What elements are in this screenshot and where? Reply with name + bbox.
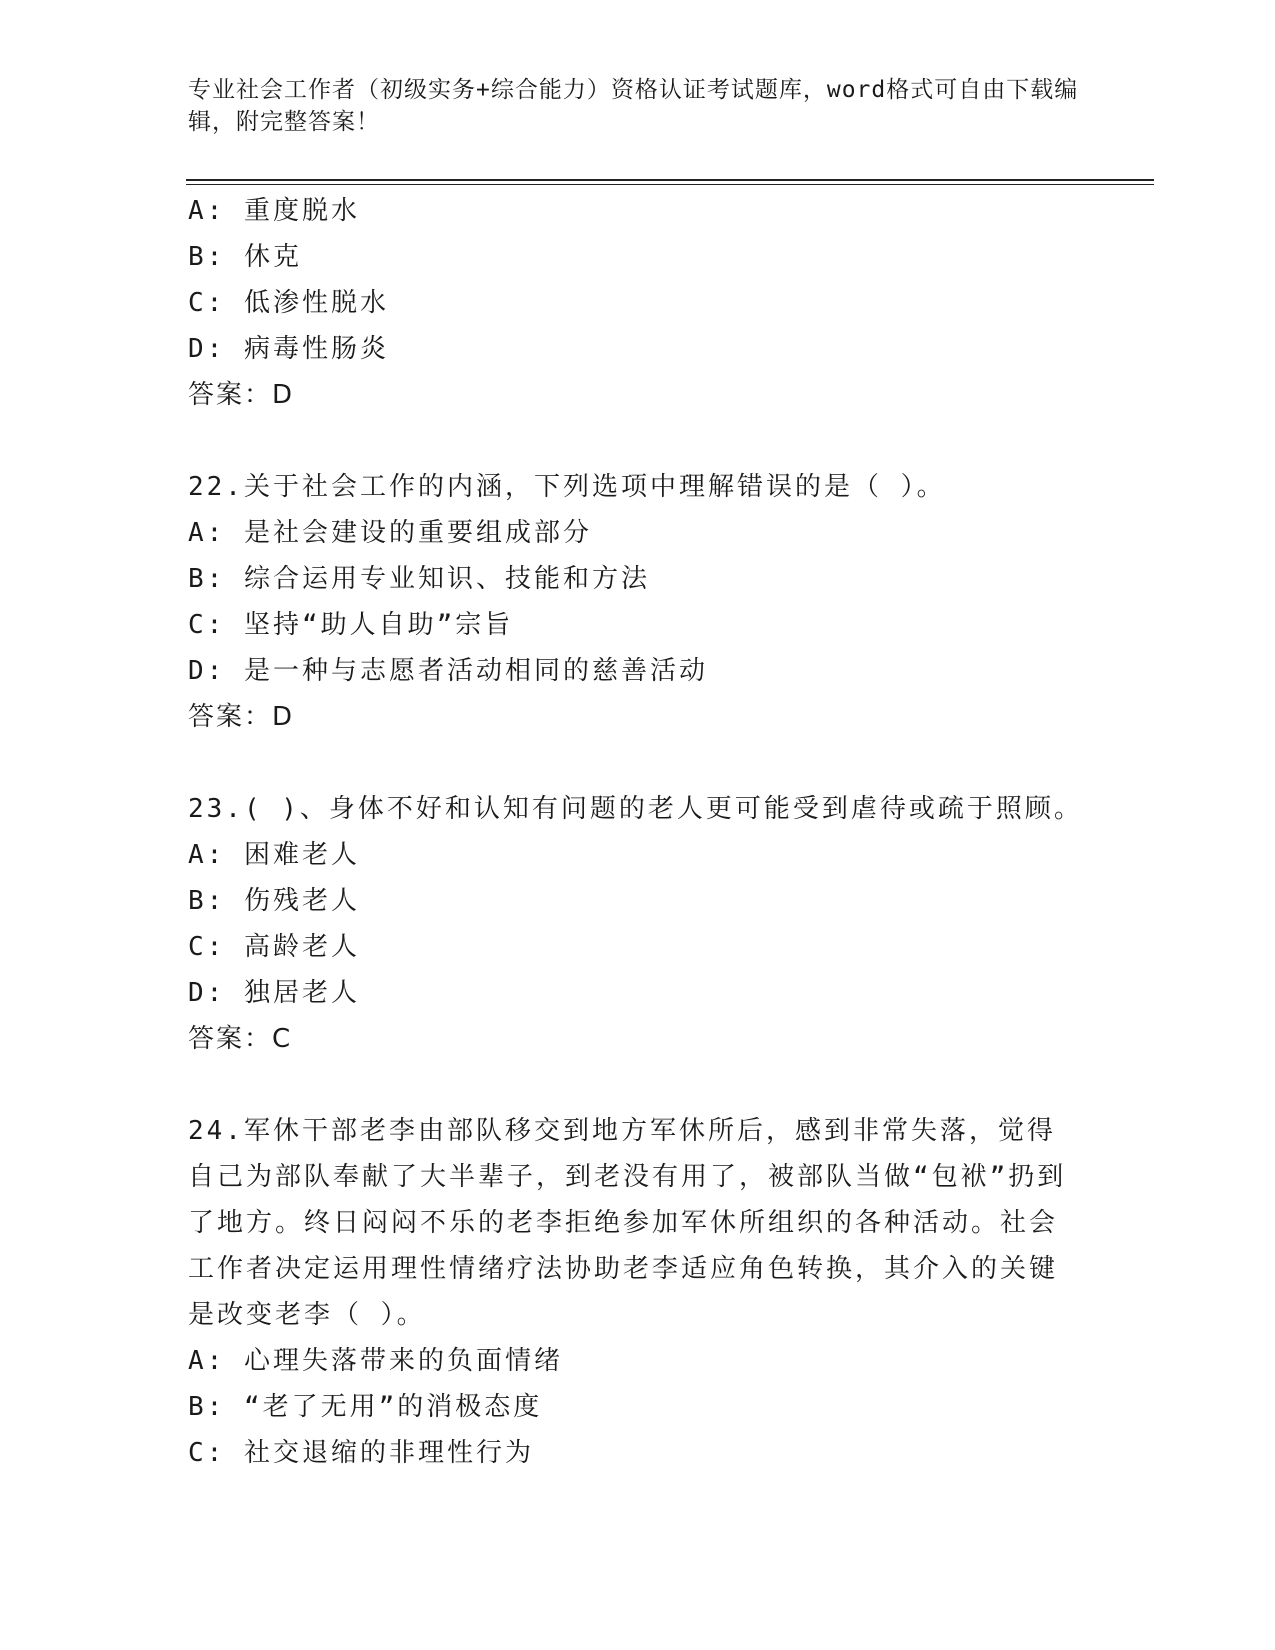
question-21	[188, 188, 1088, 418]
answer: 答案：D	[188, 702, 295, 732]
option-a: A: 是社会建设的重要组成部分	[188, 518, 592, 548]
option-b: B: 休克	[188, 242, 302, 272]
option-a: A: 重度脱水	[188, 196, 360, 226]
question-stem: 22.关于社会工作的内涵，下列选项中理解错误的是（ ）。	[188, 472, 946, 502]
option-d: D: 病毒性肠炎	[188, 334, 389, 364]
option-b: B: 伤残老人	[188, 886, 360, 916]
spacer	[188, 1062, 1088, 1108]
option-c: C: 低渗性脱水	[188, 288, 389, 318]
question-24	[188, 1108, 1088, 1476]
question-22	[188, 464, 1088, 740]
option-a: A: 困难老人	[188, 840, 360, 870]
spacer	[188, 418, 1088, 464]
page-header: 专业社会工作者（初级实务+综合能力）资格认证考试题库，word格式可自由下载编辑，附完整答案！	[188, 77, 1079, 135]
option-c: C: 高龄老人	[188, 932, 360, 962]
header-rule-thin	[186, 184, 1154, 185]
header-rule	[186, 179, 1154, 181]
option-b: B: 综合运用专业知识、技能和方法	[188, 564, 650, 594]
question-stem: 23.( )、身体不好和认知有问题的老人更可能受到虐待或疏于照顾。	[188, 794, 1083, 824]
question-stem: 24.军休干部老李由部队移交到地方军休所后，感到非常失落，觉得自己为部队奉献了大半辈子，到老没有用了，被部队当做“包袱”扔到了地方。终日闷闷不乐的老李拒绝参加军休所组织的各种活动。社会工作者决定运用理性情绪疗法协助老李适应角色转换，其介入的关键是改变老李（ ）。	[188, 1116, 1067, 1330]
answer: 答案：D	[188, 380, 295, 410]
option-d: D: 独居老人	[188, 978, 360, 1008]
option-a: A: 心理失落带来的负面情绪	[188, 1346, 563, 1376]
option-b: B: “老了无用”的消极态度	[188, 1392, 543, 1422]
answer: 答案：C	[188, 1024, 293, 1054]
option-d: D: 是一种与志愿者活动相同的慈善活动	[188, 656, 708, 686]
document-body	[188, 188, 1088, 1476]
question-23	[188, 786, 1088, 1062]
spacer	[188, 740, 1088, 786]
option-c: C: 坚持“助人自助”宗旨	[188, 610, 514, 640]
option-c: C: 社交退缩的非理性行为	[188, 1438, 534, 1468]
